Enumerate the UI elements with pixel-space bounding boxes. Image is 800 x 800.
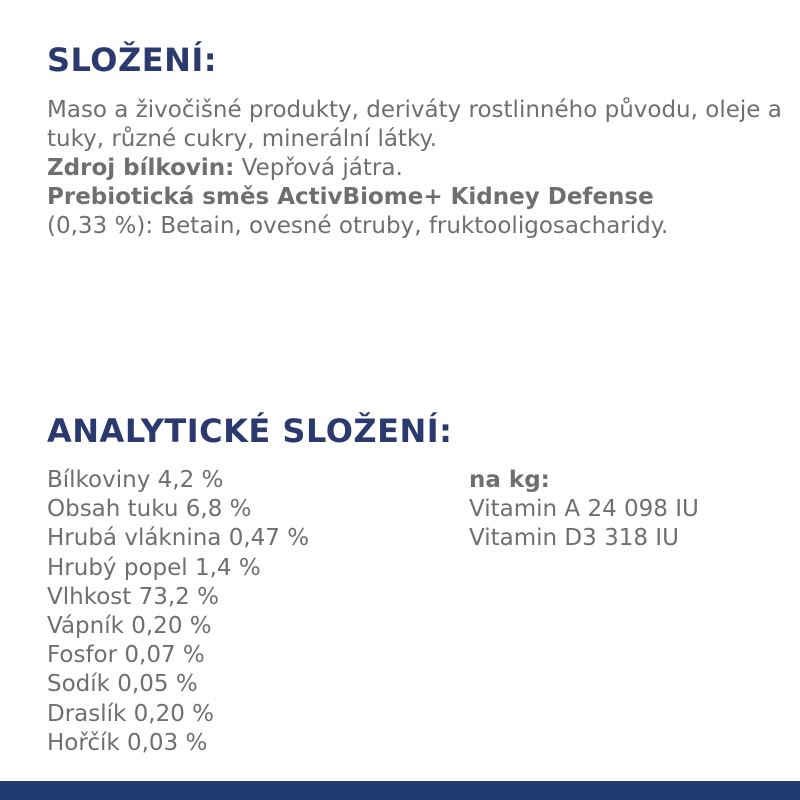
nutrient-list: [47, 466, 309, 758]
protein-source-label: Zdroj bílkovin:: [47, 155, 235, 181]
vitamin-item: Vitamin D3 318 IU: [469, 525, 679, 552]
nutrient-item: Hrubý popel 1,4 %: [47, 554, 261, 581]
vitamin-item: Vitamin A 24 098 IU: [469, 496, 699, 523]
prebiotic-blend-value: (0,33 %): Betain, ovesné otruby, fruktooligosacharidy.: [47, 213, 669, 239]
analytical-heading: ANALYTICKÉ SLOŽENÍ:: [47, 412, 453, 450]
nutrient-item: Vlhkost 73,2 %: [47, 583, 219, 610]
nutrient-item: Vápník 0,20 %: [47, 613, 212, 640]
nutrient-item: Hořčík 0,03 %: [47, 729, 208, 756]
nutrient-item: Sodík 0,05 %: [47, 671, 198, 698]
footer-bar: [0, 781, 800, 800]
nutrient-item: Fosfor 0,07 %: [47, 642, 205, 669]
nutrient-item: Hrubá vláknina 0,47 %: [47, 525, 310, 552]
prebiotic-blend: [47, 183, 787, 241]
prebiotic-blend-label: Prebiotická směs ActivBiome+ Kidney Defense: [47, 184, 654, 210]
composition-text: [47, 96, 787, 241]
composition-ingredients: Maso a živočišné produkty, deriváty rostlinného původu, oleje a tuky, různé cukry, minerální látky.: [47, 97, 782, 152]
per-kg-label: na kg:: [469, 467, 550, 493]
composition-heading: SLOŽENÍ:: [47, 41, 218, 79]
protein-source-value: Vepřová játra.: [234, 155, 403, 181]
protein-source: [47, 154, 787, 183]
nutrient-item: Draslík 0,20 %: [47, 700, 215, 727]
vitamin-list: [469, 466, 699, 554]
nutrient-item: Obsah tuku 6,8 %: [47, 496, 252, 523]
nutrient-item: Bílkoviny 4,2 %: [47, 467, 224, 493]
